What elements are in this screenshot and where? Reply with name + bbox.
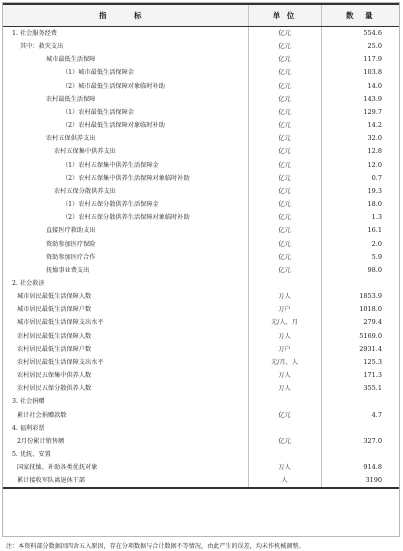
row-indicator: 直接医疗救助支出 — [46, 227, 96, 235]
row-indicator: 农村居民最低生活保障人数 — [17, 332, 92, 340]
row-value: 2.0 — [321, 238, 399, 251]
row-value: 117.9 — [321, 53, 399, 66]
row-unit: 亿元 — [248, 198, 321, 211]
row-value: 103.8 — [321, 66, 399, 79]
row-value: 4.7 — [321, 409, 399, 422]
table-row — [3, 461, 399, 474]
row-value: 3190 — [321, 474, 399, 488]
table-row — [3, 211, 399, 224]
row-unit: 亿元 — [248, 119, 321, 132]
table-row — [3, 343, 399, 356]
row-unit: 亿元 — [248, 211, 321, 224]
table-row — [3, 474, 399, 488]
header-value: 数 量 — [321, 4, 399, 27]
table-row — [3, 422, 399, 435]
row-unit: 亿元 — [248, 185, 321, 198]
row-indicator: （2）农村五保集中供养生活保障对象临时补助 — [62, 174, 190, 182]
row-unit: 人 — [248, 474, 321, 488]
row-unit: 亿元 — [248, 238, 321, 251]
table-row — [3, 264, 399, 277]
row-unit: 万户 — [248, 343, 321, 356]
row-unit — [248, 422, 321, 435]
table-row — [3, 277, 399, 290]
row-indicator: 抚恤事业费支出 — [46, 266, 90, 274]
row-unit: 亿元 — [248, 132, 321, 145]
row-value: 2931.4 — [321, 343, 399, 356]
table-row — [3, 409, 399, 422]
row-indicator: 国家抚恤、补助各类优抚对象 — [17, 464, 98, 472]
row-indicator: 4. 福利彩票 — [12, 424, 45, 432]
row-indicator: 2. 社会救济 — [12, 279, 45, 287]
row-value — [321, 277, 399, 290]
table-header-row — [3, 4, 399, 27]
row-unit: 万人 — [248, 461, 321, 474]
row-value — [321, 422, 399, 435]
row-value: 327.0 — [321, 435, 399, 448]
row-value: 12.0 — [321, 159, 399, 172]
row-indicator: 1. 社会服务经费 — [12, 30, 57, 37]
table-row — [3, 303, 399, 316]
header-unit: 单 位 — [248, 4, 321, 27]
table-row — [3, 395, 399, 408]
table-row — [3, 106, 399, 119]
table-row — [3, 40, 399, 53]
row-value: 1853.9 — [321, 290, 399, 303]
row-value: 19.3 — [321, 185, 399, 198]
footnote: 注：本资料部分数据因四舍五入原因，存在分项数据与合计数据不等情况，由此产生的误差，均未作机械调整。 — [6, 543, 305, 550]
table-row — [3, 382, 399, 395]
row-value: 143.9 — [321, 93, 399, 106]
row-value — [321, 395, 399, 408]
row-indicator: 农村居民最低生活保障支出水平 — [17, 358, 104, 366]
row-unit: 亿元 — [248, 53, 321, 66]
row-value: 32.0 — [321, 132, 399, 145]
table-row — [3, 172, 399, 185]
row-value: 0.7 — [321, 172, 399, 185]
row-value: 5.9 — [321, 251, 399, 264]
row-indicator: 其中：救灾支出 — [20, 43, 64, 51]
row-unit: 万户 — [248, 303, 321, 316]
table-row — [3, 330, 399, 343]
row-value: 1018.0 — [321, 303, 399, 316]
row-value: 554.6 — [321, 27, 399, 41]
row-value: 16.1 — [321, 224, 399, 237]
table-row — [3, 290, 399, 303]
row-indicator: （1）农村五保集中供养生活保障金 — [62, 161, 159, 169]
table-row — [3, 80, 399, 93]
statistics-table — [3, 3, 399, 489]
row-indicator: 农村五保分散供养支出 — [54, 187, 116, 195]
row-value: 12.8 — [321, 145, 399, 158]
row-value: 25.0 — [321, 40, 399, 53]
row-unit — [248, 395, 321, 408]
table-row — [3, 448, 399, 461]
row-indicator: 资助参加医疗保险 — [46, 240, 96, 248]
table-row — [3, 369, 399, 382]
table-row — [3, 238, 399, 251]
row-unit: 亿元 — [248, 224, 321, 237]
table-row — [3, 145, 399, 158]
row-value: 355.1 — [321, 382, 399, 395]
table-body — [3, 27, 399, 489]
row-indicator: （2）城市最低生活保障对象临时补助 — [62, 82, 165, 90]
row-indicator: 农村最低生活保障 — [46, 95, 96, 103]
row-unit: 亿元 — [248, 80, 321, 93]
row-unit: 元/人、月 — [248, 316, 321, 329]
row-value: 125.3 — [321, 356, 399, 369]
row-indicator: 3. 社会捐赠 — [12, 398, 45, 406]
row-indicator: 5. 优抚、安置 — [12, 451, 51, 458]
row-value: 171.3 — [321, 369, 399, 382]
row-value: 14.0 — [321, 80, 399, 93]
row-unit: 亿元 — [248, 66, 321, 79]
row-indicator: 2月份累计销售额 — [17, 437, 65, 445]
row-indicator: （2）农村五保分散供养生活保障对象临时补助 — [62, 214, 190, 222]
row-value: 5169.0 — [321, 330, 399, 343]
row-unit: 亿元 — [248, 93, 321, 106]
row-indicator: （1）农村五保分散供养生活保障金 — [62, 201, 159, 209]
row-value: 129.7 — [321, 106, 399, 119]
row-indicator: （2）农村最低生活保障对象临时补助 — [62, 122, 165, 130]
row-indicator: （1）农村最低生活保障金 — [62, 108, 134, 116]
row-unit: 亿元 — [248, 145, 321, 158]
row-value — [321, 448, 399, 461]
row-unit — [248, 277, 321, 290]
row-unit: 万人 — [248, 330, 321, 343]
row-value: 98.0 — [321, 264, 399, 277]
table-row — [3, 356, 399, 369]
row-unit: 亿元 — [248, 409, 321, 422]
table-row — [3, 119, 399, 132]
row-unit: 万人 — [248, 382, 321, 395]
row-unit — [248, 448, 321, 461]
row-indicator: 累计接收军队离退休干部 — [3, 474, 248, 488]
row-unit: 亿元 — [248, 251, 321, 264]
table-row — [3, 53, 399, 66]
table-row — [3, 27, 399, 41]
table-row — [3, 185, 399, 198]
row-unit: 万人 — [248, 369, 321, 382]
table-row — [3, 66, 399, 79]
row-indicator: 农村居民五保集中供养人数 — [17, 372, 92, 380]
header-indicator: 指 标 — [3, 4, 248, 27]
row-indicator: 城市最低生活保障 — [46, 56, 96, 64]
row-value: 279.4 — [321, 316, 399, 329]
row-value: 18.0 — [321, 198, 399, 211]
row-indicator: 城市居民最低生活保障人数 — [17, 293, 92, 301]
row-indicator: 累计社会捐赠款数 — [17, 411, 67, 419]
row-indicator: （1）城市最低生活保障金 — [62, 69, 134, 77]
row-value: 14.2 — [321, 119, 399, 132]
table-row — [3, 132, 399, 145]
row-unit: 亿元 — [248, 27, 321, 41]
row-value: 1.3 — [321, 211, 399, 224]
row-indicator: 城市居民最低生活保障支出水平 — [17, 319, 104, 327]
row-indicator: 农村居民五保分散供养人数 — [17, 385, 92, 393]
row-unit: 亿元 — [248, 40, 321, 53]
row-indicator: 城市居民最低生活保障户数 — [17, 306, 92, 314]
row-unit: 亿元 — [248, 435, 321, 448]
row-indicator: 资助参加医疗合作 — [46, 253, 96, 261]
row-unit: 万人 — [248, 290, 321, 303]
table-row — [3, 435, 399, 448]
row-unit: 亿元 — [248, 264, 321, 277]
table-row — [3, 316, 399, 329]
row-indicator: 农村五保集中供养支出 — [54, 148, 116, 156]
table-row — [3, 198, 399, 211]
table-row — [3, 251, 399, 264]
row-indicator: 农村居民最低生活保障户数 — [17, 345, 92, 353]
row-unit: 亿元 — [248, 159, 321, 172]
row-unit: 亿元 — [248, 106, 321, 119]
row-unit: 元/月、人 — [248, 356, 321, 369]
row-value: 914.8 — [321, 461, 399, 474]
table-row — [3, 224, 399, 237]
table-row — [3, 93, 399, 106]
row-indicator: 农村五保供养支出 — [46, 135, 96, 143]
row-unit: 亿元 — [248, 172, 321, 185]
table-row — [3, 159, 399, 172]
